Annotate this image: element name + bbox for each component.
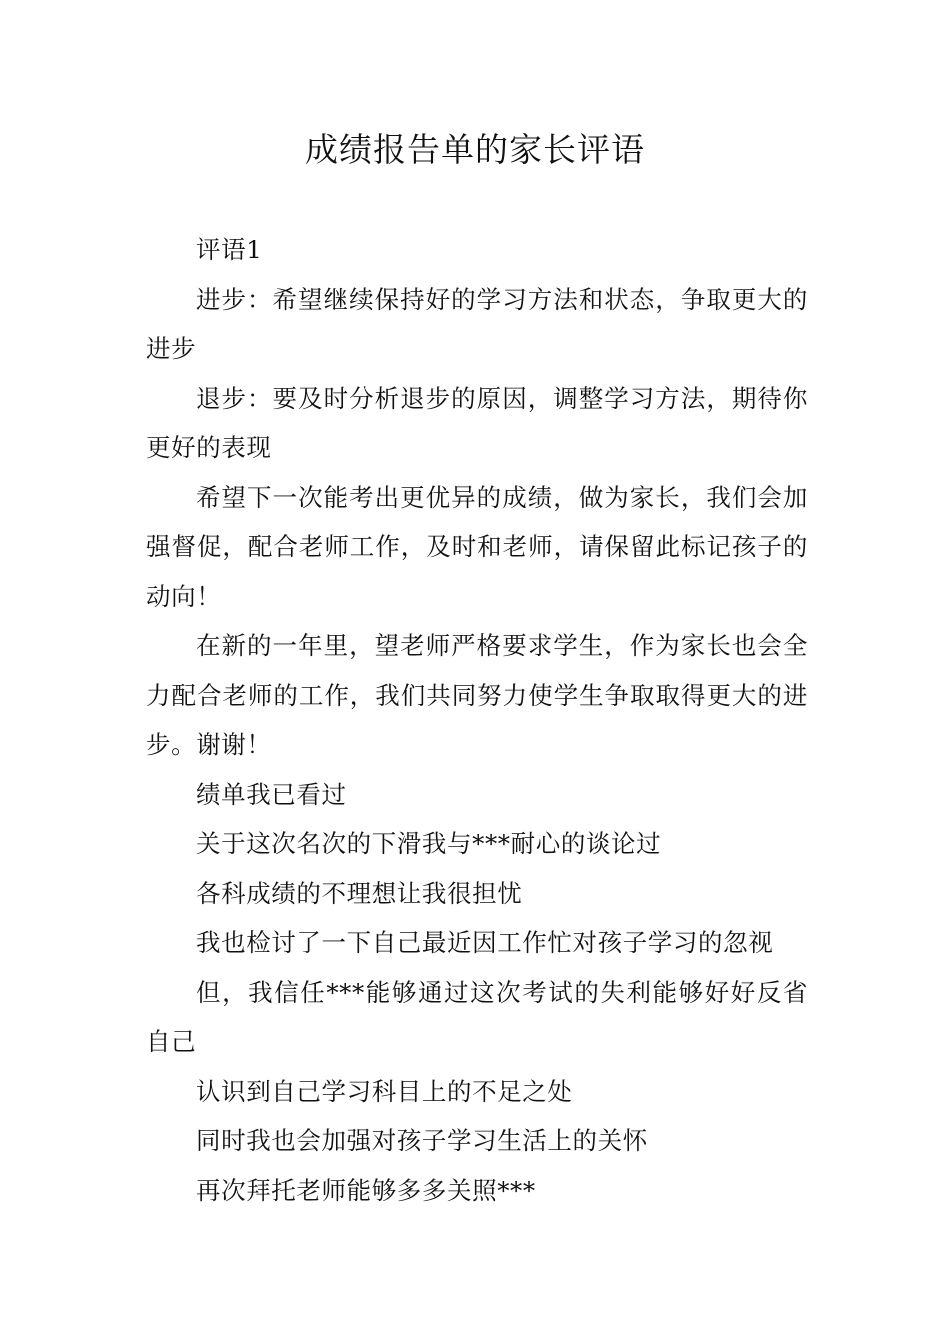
paragraph-trust: 但，我信任***能够通过这次考试的失利能够好好反省自己 — [146, 977, 808, 1056]
paragraph-hope: 希望下一次能考出更优异的成绩，做为家长，我们会加强督促，配合老师工作，及时和老师，请保留此标记孩子的动向！ — [146, 482, 808, 611]
document-body — [146, 225, 808, 1215]
paragraph-comment-heading: 评语1 — [196, 235, 263, 264]
paragraph-regress: 退步：要及时分析退步的原因，调整学习方法，期待你更好的表现 — [146, 383, 808, 462]
paragraph-report-seen: 绩单我已看过 — [196, 779, 347, 809]
paragraph-shortcomings: 认识到自己学习科目上的不足之处 — [196, 1076, 573, 1106]
paragraph-care: 同时我也会加强对孩子学习生活上的关怀 — [196, 1126, 648, 1155]
paragraph-self-review: 我也检讨了一下自己最近因工作忙对孩子学习的忽视 — [196, 928, 774, 957]
document-title: 成绩报告单的家长评语 — [305, 130, 645, 169]
paragraph-ranking-talk: 关于这次名次的下滑我与***耐心的谈论过 — [196, 829, 662, 858]
paragraph-new-year: 在新的一年里，望老师严格要求学生，作为家长也会全力配合老师的工作，我们共同努力使学生争取取得更大的进步。谢谢！ — [146, 631, 808, 759]
paragraph-progress: 进步：希望继续保持好的学习方法和状态，争取更大的进步 — [146, 284, 808, 363]
paragraph-thanks: 再次拜托老师能够多多关照*** — [196, 1175, 536, 1205]
paragraph-worry: 各科成绩的不理想让我很担忧 — [196, 878, 523, 908]
